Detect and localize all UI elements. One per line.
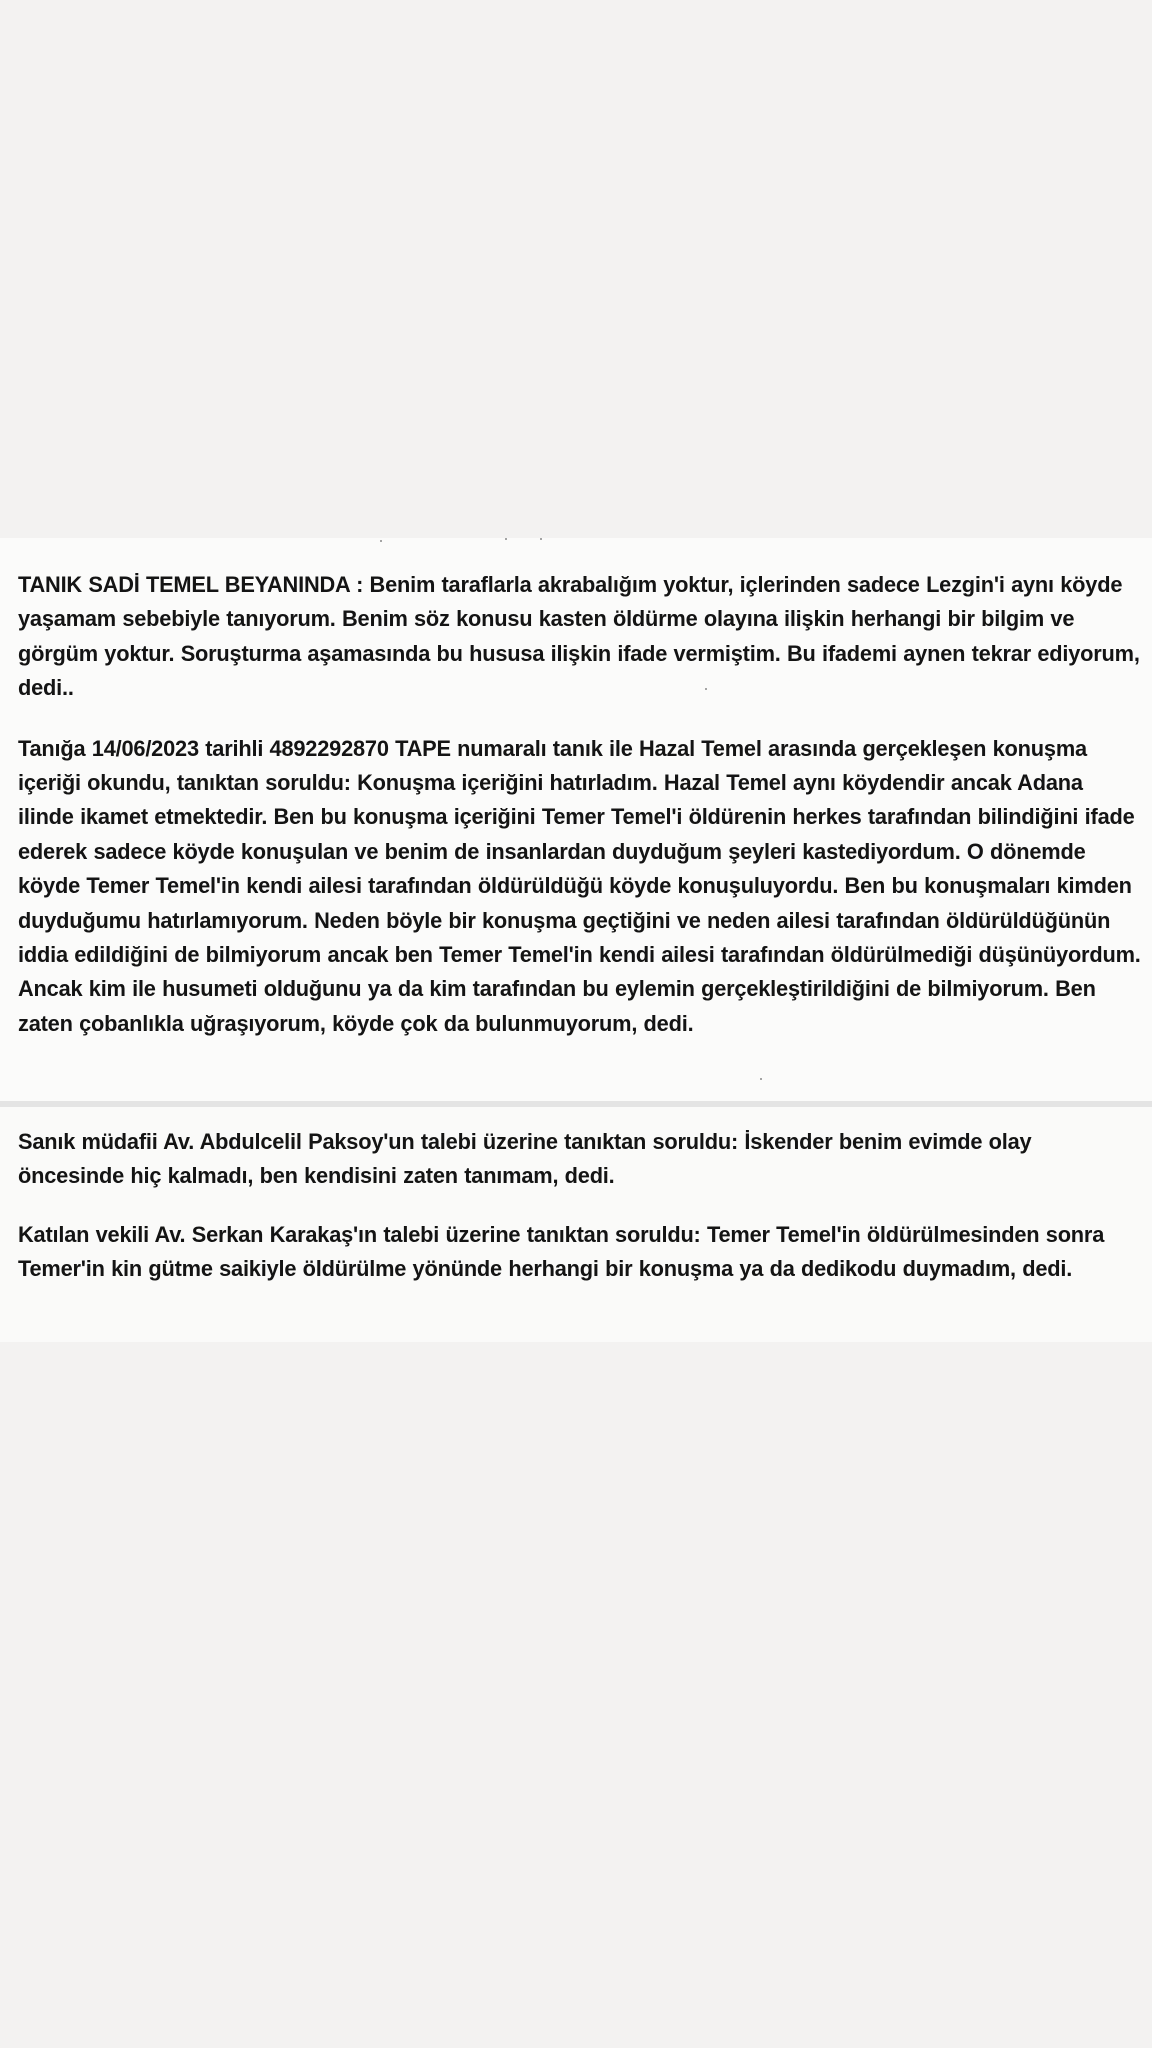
paragraph-intervening-question: Katılan vekili Av. Serkan Karakaş'ın talebi üzerine tanıktan soruldu: Temer Temel'in öldürülmesinden sonra Temer'in kin gütme saikiyle öldürülme yönünde herhangi bir konuşma ya da dedikodu duymadım, dedi. [18, 1221, 1105, 1282]
scanned-document-bottom [0, 1107, 1152, 1342]
paragraph-witness-statement: TANIK SADİ TEMEL BEYANINDA : Benim taraflarla akrabalığım yoktur, içlerinden sadece Lezgin'i aynı köyde yaşamam sebebiyle tanıyorum. Benim söz konusu kasten öldürme olayına ilişkin herhangi bir bilgim ve görgüm yoktur. Soruşturma aşamasında bu hususa ilişkin ifade vermiştim. Bu ifademi aynen tekrar ediyorum, dedi.. [18, 572, 1140, 701]
paragraph-defense-question: Sanık müdafii Av. Abdulcelil Paksoy'un talebi üzerine tanıktan soruldu: İskender benim evimde olay öncesinde hiç kalmadı, ben kendisini zaten tanımam, dedi. [18, 1129, 1032, 1189]
paragraph-tape-conversation: Tanığa 14/06/2023 tarihli 4892292870 TAPE numaralı tanık ile Hazal Temel arasında gerçekleşen konuşma içeriği okundu, tanıktan soruldu: Konuşma içeriğini hatırladım. Hazal Temel aynı köydendir ancak Adana ilinde ikamet etmektedir. Ben bu konuşma içeriğini Temer Temel'i öldürenin herkes tarafından bilindiğini ifade ederek sadece köyde konuşulan ve benim de insanlardan duyduğum şeyleri kastediyordum. O dönemde köyde Temer Temel'in kendi ailesi tarafından öldürüldüğü köyde konuşuluyordu. Ben bu konuşmaları kimden duyduğumu hatırlamıyorum. Neden böyle bir konuşma geçtiğini ve neden ailesi tarafından öldürüldüğünün iddia edildiğini de bilmiyorum ancak ben Temer Temel'in kendi ailesi tarafından öldürülmediği düşünüyordum. Ancak kim ile husumeti olduğunu ya da kim tarafından bu eylemin gerçekleştirildiğini de bilmiyorum. Ben zaten çobanlıkla uğraşıyorum, köyde çok da bulunmuyorum, dedi. [18, 735, 1141, 1036]
scanned-document-top [0, 538, 1152, 1105]
